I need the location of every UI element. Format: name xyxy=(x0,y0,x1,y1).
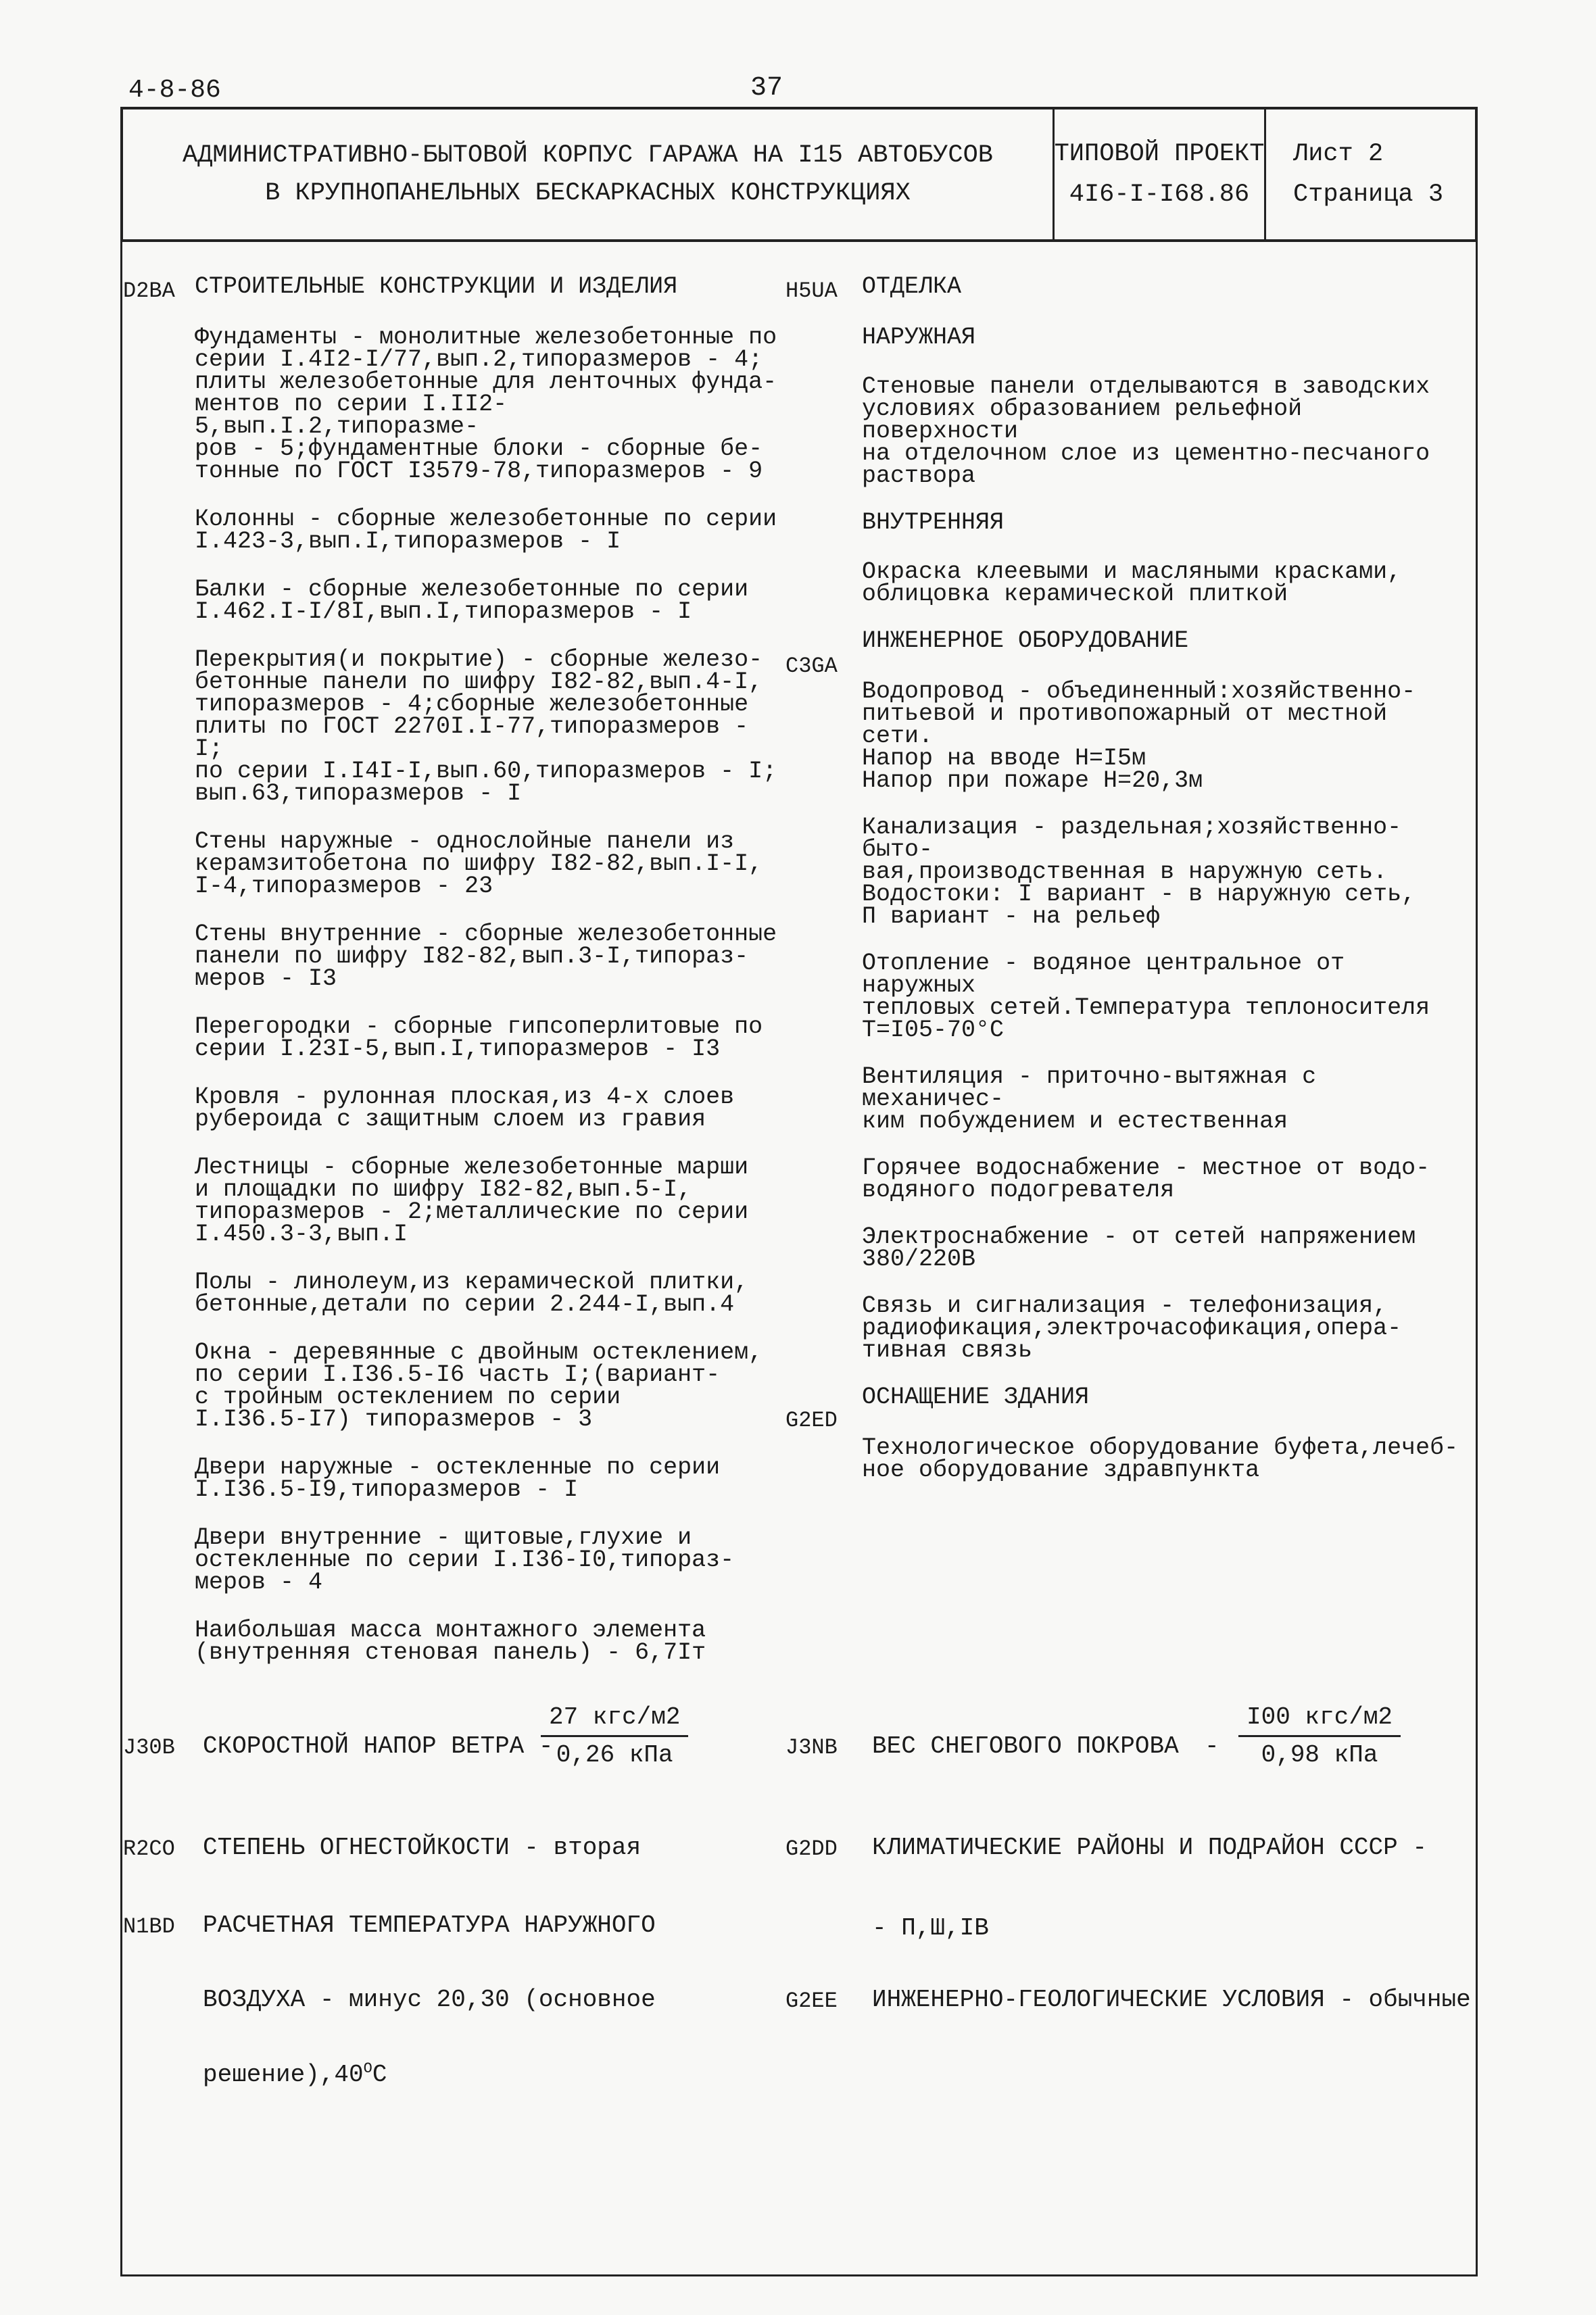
finish-inner-heading: ВНУТРЕННЯЯ xyxy=(862,509,1005,536)
wind-fraction xyxy=(541,1703,688,1769)
document-date: 4-8-86 xyxy=(128,76,221,105)
project-title xyxy=(123,109,1055,239)
code-fire: R2CO xyxy=(123,1836,175,1861)
engineering-item: Отопление - водяное центральное от наружных тепловых сетей.Температура теплоносителя Т=I05-70°С xyxy=(862,950,1430,1044)
equipment-heading: ОСНАЩЕНИЕ ЗДАНИЯ xyxy=(862,1384,1090,1411)
design-temperature-line2: ВОЗДУХА - минус 20,30 (основное xyxy=(203,1986,656,2014)
construction-heading: СТРОИТЕЛЬНЫЕ КОНСТРУКЦИИ И ИЗДЕЛИЯ xyxy=(195,273,678,300)
code-wind: J30B xyxy=(123,1735,175,1760)
finish-heading: ОТДЕЛКА xyxy=(862,273,962,300)
construction-item: Колонны - сборные железобетонные по серии I.423-3,вып.I,типоразмеров - I xyxy=(195,506,777,555)
page-number: 37 xyxy=(750,73,783,103)
finish-outer-heading: НАРУЖНАЯ xyxy=(862,324,976,351)
engineering-item: Канализация - раздельная;хозяйственно-быто- вая,производственная в наружную сеть. Водостоки: I вариант - в наружную сеть, П вариант - на рельеф xyxy=(862,814,1416,930)
wind-value-kpa: 0,26 кПа xyxy=(556,1741,673,1769)
snow-label: ВЕС СНЕГОВОГО ПОКРОВА xyxy=(872,1732,1179,1760)
wind-label: СКОРОСТНОЙ НАПОР ВЕТРА - xyxy=(203,1732,554,1760)
sheet-number: Лист 2 xyxy=(1293,140,1384,168)
climate-regions: КЛИМАТИЧЕСКИЕ РАЙОНЫ И ПОДРАЙОН СССР - xyxy=(872,1834,1427,1861)
construction-item: Полы - линолеум,из керамической плитки, бетонные,детали по серии 2.244-I,вып.4 xyxy=(195,1269,749,1318)
code-geology: G2EE xyxy=(785,1989,838,2014)
degree-mark: О xyxy=(363,2060,372,2077)
construction-item: Перегородки - сборные гипсоперлитовые по серии I.23I-5,вып.I,типоразмеров - I3 xyxy=(195,1013,763,1063)
construction-item: Наибольшая масса монтажного элемента (внутренняя стеновая панель) - 6,7Iт xyxy=(195,1617,706,1666)
engineering-item: Электроснабжение - от сетей напряжением 380/220В xyxy=(862,1223,1416,1273)
construction-item: Стены внутренние - сборные железобетонные панели по шифру I82-82,вып.3-I,типораз- меров - I3 xyxy=(195,921,777,992)
construction-item: Лестницы - сборные железобетонные марши и площадки по шифру I82-82,вып.5-I, типоразмеров - 2;металлические по серии I.450.3-3,вып.I xyxy=(195,1154,749,1248)
snow-value-kpa: 0,98 кПа xyxy=(1261,1741,1378,1769)
engineering-item: Водопровод - объединенный:хозяйственно- питьевой и противопожарный от местной сети. Напор на вводе Н=I5м Напор при пожаре Н=20,3м xyxy=(862,678,1416,794)
section-code-construction: D2BA xyxy=(123,278,175,303)
project-title-line1: АДМИНИСТРАТИВНО-БЫТОВОЙ КОРПУС ГАРАЖА НА I15 АВТОБУСОВ xyxy=(183,141,993,170)
equipment-text: Технологическое оборудование буфета,лечеб- ное оборудование здравпункта xyxy=(862,1434,1459,1484)
title-block xyxy=(120,107,1478,242)
construction-item: Фундаменты - монолитные железобетонные по серии I.4I2-I/77,вып.2,типоразмеров - 4; плиты железобетонные для ленточных фунда- ментов по серии I.II2-5,вып.I.2,типоразме- ров - 5;фундаментные блоки - сборные бе- тонные по ГОСТ I3579-78,типоразмеров - 9 xyxy=(195,324,777,485)
finish-outer-text: Стеновые панели отделываются в заводских условиях образованием рельефной поверхности на отделочном слое из цементно-песчаного раствора xyxy=(862,373,1430,489)
construction-item: Двери наружные - остекленные по серии I.I36.5-I9,типоразмеров - I xyxy=(195,1454,721,1503)
project-code-cell xyxy=(1055,109,1266,239)
design-temperature-line1: РАСЧЕТНАЯ ТЕМПЕРАТУРА НАРУЖНОГО xyxy=(203,1911,656,1939)
engineering-item: Вентиляция - приточно-вытяжная с механичес- ким побуждением и естественная xyxy=(862,1063,1317,1135)
project-number: 4I6-I-I68.86 xyxy=(1069,180,1250,209)
engineering-item: Связь и сигнализация - телефонизация, радиофикация,электрочасофикация,опера- тивная связь xyxy=(862,1292,1402,1364)
section-code-equipment: G2ED xyxy=(785,1408,838,1433)
construction-item: Стены наружные - однослойные панели из керамзитобетона по шифру I82-82,вып.I-I, I-4,типоразмеров - 23 xyxy=(195,828,763,900)
temperature-unit: С xyxy=(372,2061,387,2089)
section-code-engineering: C3GA xyxy=(785,654,838,679)
construction-item: Балки - сборные железобетонные по серии I.462.I-I/8I,вып.I,типоразмеров - I xyxy=(195,576,749,625)
snow-dash: - xyxy=(1205,1732,1219,1760)
page-label: Страница 3 xyxy=(1293,180,1444,209)
construction-item: Кровля - рулонная плоская,из 4-х слоев рубероида с защитным слоем из гравия xyxy=(195,1083,735,1133)
code-temperature: N1BD xyxy=(123,1914,175,1939)
temperature-text: решение),40 xyxy=(203,2061,364,2089)
finish-inner-text: Окраска клеевыми и масляными красками, облицовка керамической плиткой xyxy=(862,558,1402,608)
construction-item: Перекрытия(и покрытие) - сборные железо- бетонные панели по шифру I82-82,вып.4-I, типоразмеров - 4;сборные железобетонные плиты по ГОСТ 2270I.I-77,типоразмеров - I; по серии I.I4I-I,вып.60,типоразмеров - I; вып.63,типоразмеров - I xyxy=(195,646,777,807)
construction-section xyxy=(195,273,790,1690)
engineering-heading: ИНЖЕНЕРНОЕ ОБОРУДОВАНИЕ xyxy=(862,627,1189,654)
section-code-finish: H5UA xyxy=(785,278,838,303)
construction-item: Окна - деревянные с двойным остеклением, по серии I.I36.5-I6 часть I;(вариант- с тройным остеклением по серии I.I36.5-I7) типоразмеров - 3 xyxy=(195,1339,763,1433)
climate-regions-values: - П,Ш,IВ xyxy=(872,1914,989,1942)
code-climate: G2DD xyxy=(785,1836,838,1861)
fire-resistance: СТЕПЕНЬ ОГНЕСТОЙКОСТИ - вторая xyxy=(203,1834,642,1861)
engineering-item: Горячее водоснабжение - местное от водо- водяного подогревателя xyxy=(862,1154,1430,1204)
design-temperature-line3 xyxy=(203,2060,387,2089)
geology-conditions: ИНЖЕНЕРНО-ГЕОЛОГИЧЕСКИЕ УСЛОВИЯ - обычные xyxy=(872,1986,1471,2014)
project-label: ТИПОВОЙ ПРОЕКТ xyxy=(1054,140,1265,168)
code-snow: J3NB xyxy=(785,1735,838,1760)
project-title-line2: В КРУПНОПАНЕЛЬНЫХ БЕСКАРКАСНЫХ КОНСТРУКЦИЯХ xyxy=(265,179,911,208)
sheet-cell xyxy=(1266,109,1475,239)
wind-value-kgs: 27 кгс/м2 xyxy=(541,1703,688,1737)
construction-item: Двери внутренние - щитовые,глухие и остекленные по серии I.I36-I0,типораз- меров - 4 xyxy=(195,1524,735,1596)
snow-value-kgs: I00 кгс/м2 xyxy=(1238,1703,1401,1737)
snow-fraction xyxy=(1238,1703,1401,1769)
right-sections xyxy=(862,273,1470,1507)
